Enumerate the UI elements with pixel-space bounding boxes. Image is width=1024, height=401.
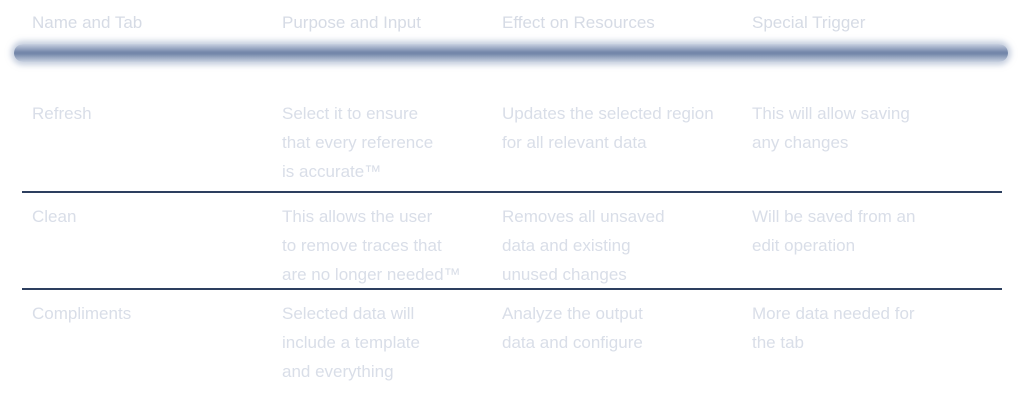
- column-header-name: Name and Tab: [32, 12, 143, 32]
- data-table: [22, 0, 1002, 44]
- column-header-effect: Effect on Resources: [502, 12, 655, 32]
- table-cell: Selected data will include a template and everything: [282, 304, 420, 381]
- table-row: [22, 290, 1002, 385]
- table-row: [22, 193, 1002, 288]
- table-header-row: [22, 0, 1002, 44]
- table-cell: Removes all unsaved data and existing unused changes: [502, 207, 665, 284]
- column-header-purpose: Purpose and Input: [282, 12, 421, 32]
- table-cell: Compliments: [32, 304, 132, 323]
- table-cell: Refresh: [32, 104, 92, 123]
- table-cell: This will allow saving any changes: [752, 104, 910, 152]
- column-header-trigger: Special Trigger: [752, 12, 866, 32]
- table-cell: More data needed for the tab: [752, 304, 915, 352]
- table-cell: Analyze the output data and configure: [502, 304, 643, 352]
- table-body: [22, 96, 1002, 385]
- table-row: [22, 96, 1002, 191]
- table-cell: Will be saved from an edit operation: [752, 207, 916, 255]
- table-cell: Updates the selected region for all relevant data: [502, 104, 714, 152]
- table-cell: This allows the user to remove traces that are no longer needed™: [282, 207, 461, 284]
- header-divider-bar: [14, 44, 1008, 62]
- table-cell: Clean: [32, 207, 77, 226]
- table-cell: Select it to ensure that every reference is accurate™: [282, 104, 434, 181]
